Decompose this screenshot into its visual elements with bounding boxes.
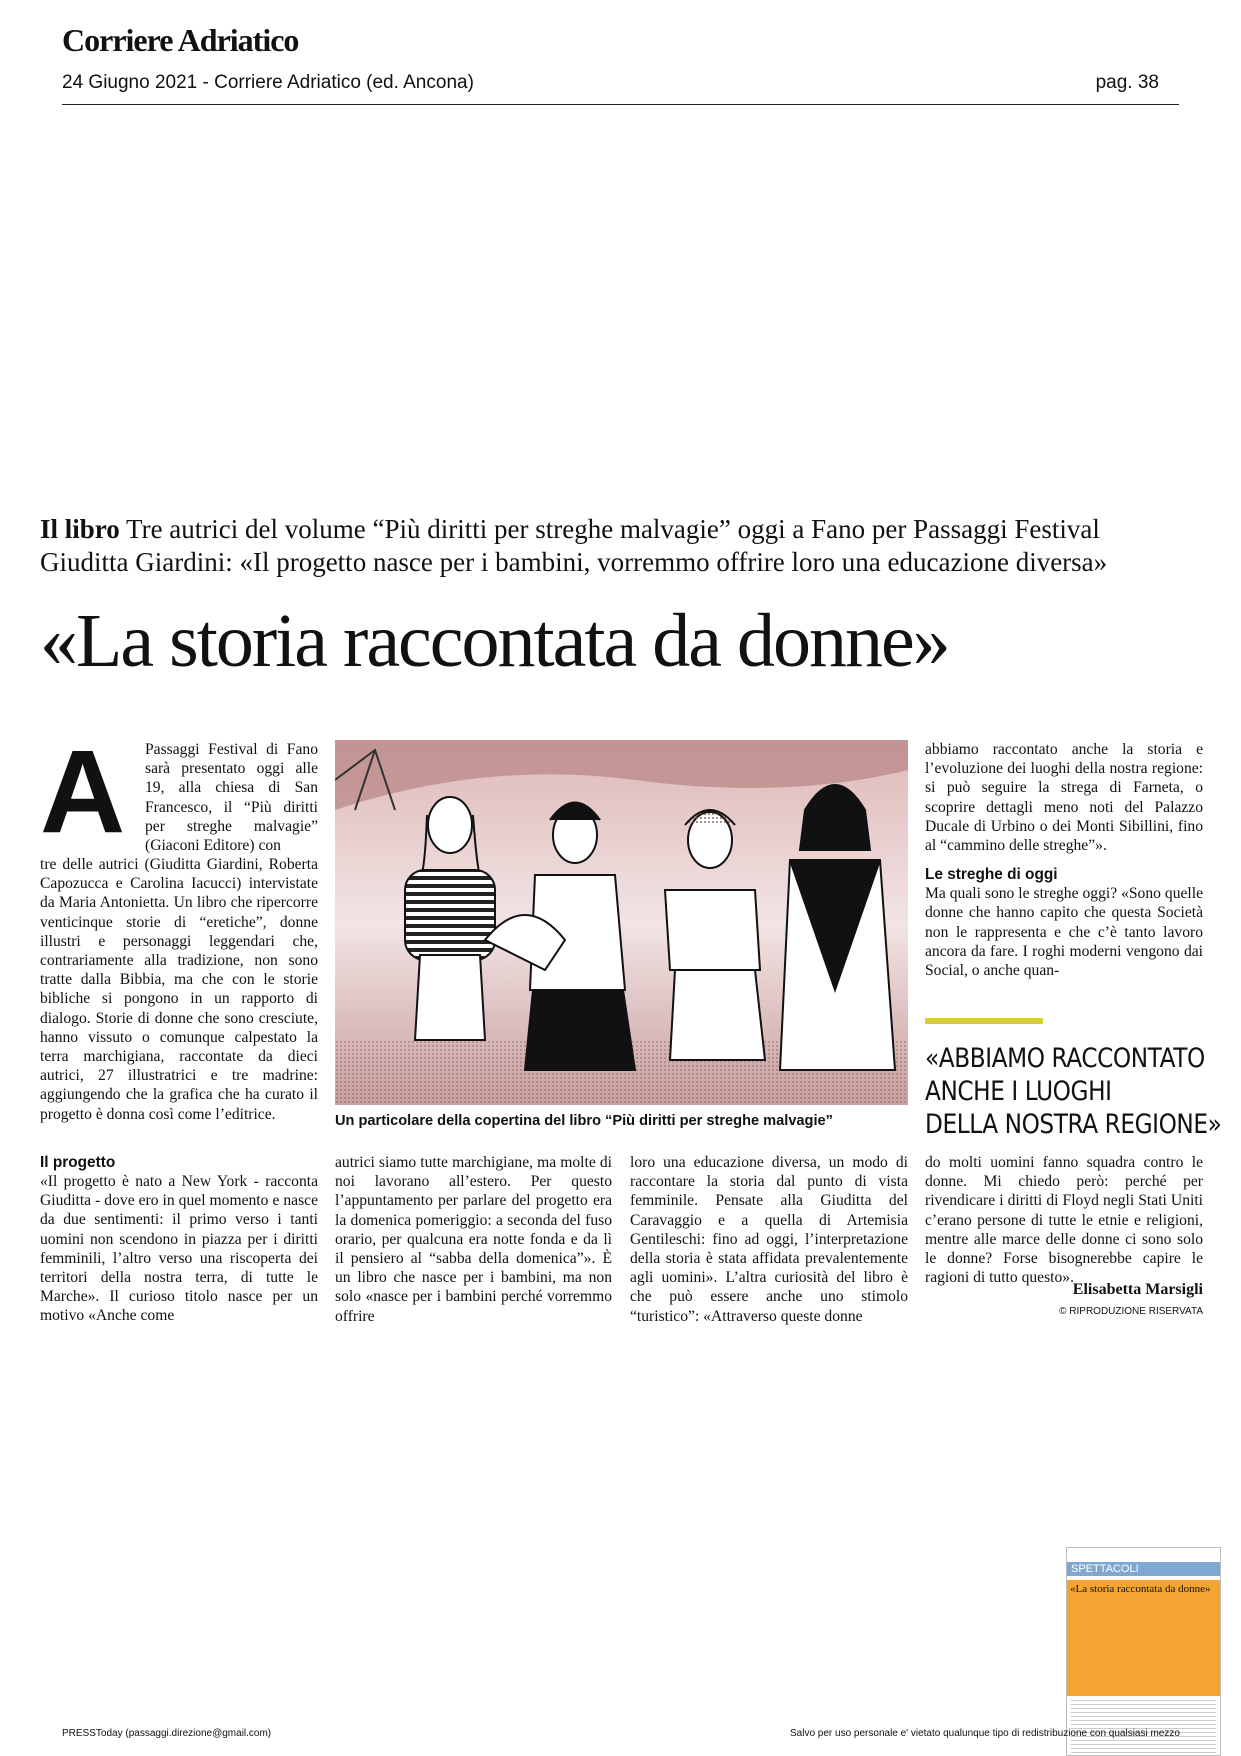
paragraph-witches-today: Ma quali sono le streghe oggi? «Sono quelle donne che hanno capito che questa Società non le rappresenta e che c’è tanto lavoro ancora da fare. I roghi moderni vengono dai Social, o anche quan-: [925, 885, 1203, 980]
kicker-line-1: Tre autrici del volume “Più diritti per streghe malvagie” oggi a Fano per Passaggi Festival: [119, 514, 1100, 544]
lead-paragraph-rest: tre delle autrici (Giuditta Giardini, Roberta Capozucca e Carolina Iacucci) intervistate da Maria Antonietta. Un libro che ripercorre venticinque storie di “eretiche”, donne illustri e personaggi leggendari che, contrariamente alla tradizione, non sono tratte dalla Bibbia, ma che con le storie bibliche si pongono in un rapporto di dialogo. Storie di donne che sono cresciute, hanno vissuto o comunque calpestato la terra marchigiana, raccontate da dieci autrici, 27 illustratrici e tre madrine: aggiungendo che la grafica che ha curato il progetto è donna così come l’editrice.: [40, 856, 318, 1123]
column-3-lower: loro una educazione diversa, un modo di raccontare la storia dal punto di vista femminile. Pensate alla Giuditta del Caravaggio e a quella di Artemisia Gentileschi: fino ad oggi, l’interpretazione della storia è stata affidata prevalentemente agli uomini». L’altra curiosità del libro è che può essere anche uno stimolo “turistico”: «Attraverso queste donne: [630, 1154, 908, 1325]
cover-illustration: [335, 740, 908, 1105]
page-number: pag. 38: [1095, 72, 1159, 93]
pullquote: [925, 1042, 1222, 1141]
pullquote-line: «ABBIAMO RACCONTATO: [925, 1043, 1205, 1074]
thumbnail-headline: «La storia raccontata da donne»: [1067, 1580, 1220, 1696]
copyright-notice: © RIPRODUZIONE RISERVATA: [1059, 1306, 1203, 1317]
subheading-project: Il progetto: [40, 1154, 116, 1171]
column-2-lower: autrici siamo tutte marchigiane, ma molte di noi lavorano all’estero. Per questo l’appuntamento per parlare del progetto era la domenica pomeriggio: a seconda del fuso orario, per qualcuna era notte fonda e da lì il pensiero al “sabba della domenica”». È un libro che nasce per i bambini, ma non solo «nasce per i bambini perché vorremmo offrire: [335, 1154, 612, 1325]
page-thumbnail: [1066, 1547, 1221, 1756]
masthead: Corriere Adriatico: [62, 22, 299, 58]
kicker-label: Il libro: [40, 514, 120, 544]
witches-drawing: [335, 740, 908, 1105]
paragraph-project: «Il progetto è nato a New York - racconta Giuditta - dove ero in quel momento e nasce da due sentimenti: il primo verso i tanti uomini non scendono in piazza per i diritti femminili, l’altro verso una riscoperta dei territori della nostra terra, di tutte le Marche». Il curioso titolo nasce per un motivo «Anche come: [40, 1173, 318, 1325]
drop-cap: A: [40, 726, 126, 858]
footer-source: PRESSToday (passaggi.direzione@gmail.com): [62, 1728, 272, 1739]
kicker: [40, 513, 1220, 579]
pullquote-line: ANCHE I LUOGHI: [925, 1076, 1112, 1107]
pullquote-line: DELLA NOSTRA REGIONE»: [925, 1109, 1222, 1140]
byline: Elisabetta Marsigli: [1072, 1281, 1203, 1298]
column-4-lower: do molti uomini fanno squadra contro le donne. Mi chiedo però: perché per rivendicare i diritti di Floyd negli Stati Uniti c’erano persone di tutte le etnie e religioni, mentre alle marce delle donne ci sono solo le donne? Forse bisognerebbe capire le ragioni di tutto questo».: [925, 1154, 1203, 1287]
paragraph-places: abbiamo raccontato anche la storia e l’evoluzione dei luoghi della nostra regione: si può seguire la strega di Farneta, o scoprire dettagli meno noti del Palazzo Ducale di Urbino o dei Monti Sibillini, fino al “cammino delle streghe”».: [925, 741, 1203, 855]
lead-paragraph-start: Passaggi Festival di Fano sarà presentato oggi alle 19, alla chiesa di San Francesco, il “Più diritti per streghe malvagie” (Giaconi Editore) con: [145, 741, 318, 855]
subheading-witches-today: Le streghe di oggi: [925, 866, 1058, 884]
column-1-lower: [40, 1153, 318, 1326]
headline: «La storia raccontata da donne»: [40, 599, 949, 683]
footer-disclaimer: Salvo per uso personale e' vietato qualunque tipo di redistribuzione con qualsiasi mezzo: [790, 1728, 1180, 1739]
figure-caption: Un particolare della copertina del libro “Più diritti per streghe malvagie”: [335, 1113, 833, 1129]
source-line: [62, 70, 1179, 105]
kicker-line-2: Giuditta Giardini: «Il progetto nasce per i bambini, vorremmo offrire loro una educazione diversa»: [40, 547, 1108, 577]
column-4-upper: [925, 740, 1203, 980]
thumbnail-section: SPETTACOLI: [1067, 1562, 1220, 1576]
publication-date: 24 Giugno 2021 - Corriere Adriatico (ed. Ancona): [62, 72, 474, 93]
pullquote-rule: [925, 1018, 1043, 1024]
